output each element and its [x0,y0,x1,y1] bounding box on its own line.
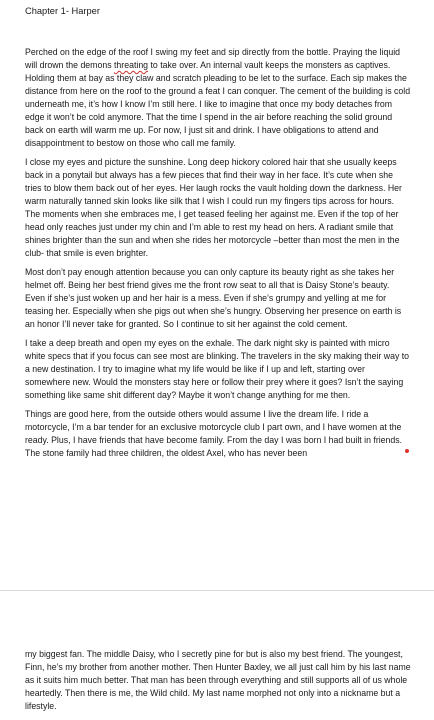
misspelled-word[interactable]: threating [114,60,149,70]
document-body[interactable] [25,46,411,466]
paragraph-text: Perched on the edge of the roof I swing my feet and sip directly from the bottle. Praying the liquid will drown the demons [25,47,401,70]
paragraph-5: Things are good here, from the outside others would assume I live the dream life. I ride a motorcycle, I’m a bar tender for an exclusive motorcycle club I part own, and I have women at the ready. Plus, I have friends that have become family. From the day I was born I had built in friends. The stone family had three children, the oldest Axel, who has never been [25,409,403,458]
chapter-heading: Chapter 1- Harper [25,6,100,16]
paragraph-4 [25,337,411,402]
paragraph-text: I take a deep breath and open my eyes on the exhale. The dark night sky is painted with micro white specs that if you focus can see most are blinking. The travelers in the sky making their way to a new destination. I try to imagine what my life would be like if I up and left, starting over somewhere new. Would the monsters stay here or follow their prey where it goes? Isn’t the saying something like same shit different day? Maybe it won’t change anything for me then. [25,338,410,400]
document-body[interactable] [25,648,411,719]
paragraph-text: to take over. An internal vault keeps the monsters as captives. Holding them at bay as they claw and scratch pleading to be let to the surface. Each sip makes the distance from here on the roof to the ground a feat I can conquer. The cement of the building is cold underneath me, it’s how I know I’m still here. I like to imagine that once my body detaches from edge it won’t be cold anymore. That the time I spend in the air before reaching the solid ground back on earth will warm me up. For now, I just sit and drink. I have obligations to attend and disappointment to bestow on those who call me family. [25,60,411,148]
paragraph-1 [25,46,411,150]
paragraph-3: Most don’t pay enough attention because you can only capture its beauty right as she takes her helmet off. Being her best friend gives me the front row seat to all that is Daisy Stone’s beauty. Even if she’s just woken up and her hair is a mess. Even if she’s grumpy and yelling at me for teasing her. Especially when she pigs out when she’s hungry. Observing her presence on earth is an honor I’ll never take for granted. So I continue to sit her against the cold cement. [25,267,402,329]
paragraph-6: my biggest fan. The middle Daisy, who I secretly pine for but is also my best friend. The youngest, Finn, he’s my brother from another mother. Then Hunter Baxley, we all just call him by his last name as it suits him much better. That man has been through everything and still supports all of us whole heartedly. Then there is me, the Wild child. My last name morphed not only into a nickname but a lifestyle. [25,649,411,711]
text-cursor-icon [405,449,409,453]
paragraph-2: I close my eyes and picture the sunshine. Long deep hickory colored hair that she usually keeps back in a ponytail but always has a few pieces that find their way in her face. It’s cute when she tries to blow them back out of her eyes. Her laugh rocks the vault holding down the darkness. Her warm naturally tanned skin looks like silk that I wish I could run my fingers tips across for hours. The moments when she embraces me, I get teased feeling her against me. Even if the top of her head only reaches just under my chin and I’m able to rest my head on hers. A radiant smile that shines brighter than the sun and when she rides her motorcycle –better than most the men in the club- that smile is even brighter. [25,157,402,258]
document-page-2[interactable] [0,591,434,720]
